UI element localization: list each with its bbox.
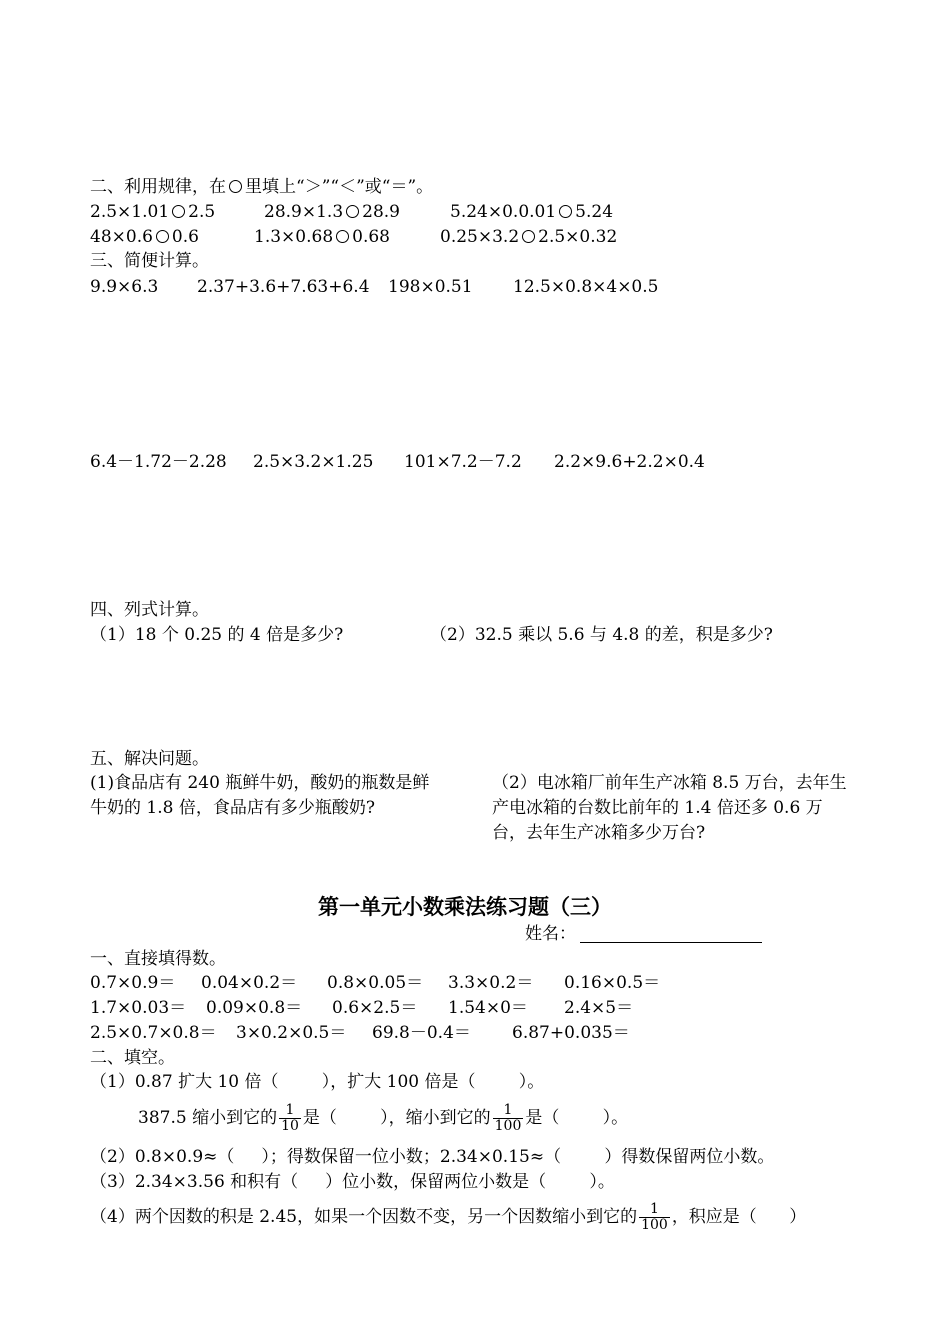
circle-icon[interactable] [336, 230, 349, 243]
compare-left: 2.5×1.01 [90, 202, 170, 222]
compare-right: 0.6 [171, 227, 199, 247]
calc-item: 9.9×6.3 [90, 277, 159, 297]
calc-item: 2.5×3.2×1.25 [253, 452, 374, 472]
oral-item: 1.54×0＝ [448, 998, 528, 1018]
calc-item: 12.5×0.8×4×0.5 [513, 277, 659, 297]
fraction [279, 1103, 301, 1134]
sec1b-heading: 一、直接填得数。 [90, 949, 226, 969]
fraction-num: 1 [639, 1202, 670, 1218]
fill-question-3: （3）2.34×3.56 和积有（ ）位小数，保留两位小数是（ ）。 [90, 1172, 615, 1192]
fraction-num: 1 [279, 1103, 301, 1119]
sec5-q1-line: (1)食品店有 240 瓶鲜牛奶，酸奶的瓶数是鲜 [90, 773, 430, 793]
circle-icon[interactable] [346, 205, 359, 218]
sec2-heading-b: 里填上“＞”“＜”或“＝”。 [245, 177, 434, 197]
name-label: 姓名： [525, 924, 576, 944]
circle-icon[interactable] [172, 205, 185, 218]
calc-item: 101×7.2－7.2 [404, 452, 522, 472]
calc-item: 6.4－1.72－2.28 [90, 452, 227, 472]
compare-right: 28.9 [362, 202, 400, 222]
compare-right: 2.5×0.32 [538, 227, 618, 247]
fill-text: 是（ ），缩小到它的 [302, 1108, 491, 1128]
fraction-den: 100 [641, 1217, 668, 1233]
oral-item: 0.6×2.5＝ [332, 998, 418, 1018]
sec5-q2-line: （2）电冰箱厂前年生产冰箱 8.5 万台，去年生 [492, 773, 847, 793]
fill-text: 387.5 缩小到它的 [138, 1108, 278, 1128]
oral-item: 6.87+0.035＝ [512, 1023, 630, 1043]
circle-icon[interactable] [559, 205, 572, 218]
sec2-heading [90, 176, 433, 198]
calc-item: 198×0.51 [388, 277, 473, 297]
page-title: 第一单元小数乘法练习题（三） [318, 894, 612, 919]
sec3-heading: 三、简便计算。 [90, 251, 209, 271]
sec5-q2-line: 台，去年生产冰箱多少万台? [492, 823, 706, 843]
compare-right: 5.24 [575, 202, 614, 222]
fraction [493, 1103, 524, 1134]
fill-text: （4）两个因数的积是 2.45，如果一个因数不变，另一个因数缩小到它的 [90, 1207, 638, 1227]
oral-item: 0.16×0.5＝ [564, 973, 661, 993]
fraction-num: 1 [493, 1103, 524, 1119]
oral-item: 0.8×0.05＝ [327, 973, 424, 993]
fill-question-1b [138, 1098, 628, 1138]
oral-item: 3×0.2×0.5＝ [236, 1023, 347, 1043]
oral-item: 2.4×5＝ [564, 998, 634, 1018]
compare-item [90, 201, 215, 223]
fraction-den: 10 [281, 1118, 299, 1134]
name-blank[interactable] [580, 924, 762, 943]
compare-item [90, 226, 199, 248]
fraction [639, 1202, 670, 1233]
compare-item [264, 201, 400, 223]
compare-left: 1.3×0.68 [254, 227, 334, 247]
fill-text: ，积应是（ ） [671, 1207, 807, 1227]
calc-item: 2.37+3.6+7.63+6.4 [197, 277, 370, 297]
compare-right: 2.5 [188, 202, 216, 222]
circle-icon[interactable] [522, 230, 535, 243]
circle-icon [229, 180, 242, 193]
sec2-heading-a: 二、利用规律，在 [90, 177, 226, 197]
oral-item: 0.04×0.2＝ [201, 973, 298, 993]
oral-item: 69.8－0.4＝ [372, 1023, 471, 1043]
sec4-question-2: （2）32.5 乘以 5.6 与 4.8 的差，积是多少? [430, 625, 773, 645]
calc-item: 2.2×9.6+2.2×0.4 [554, 452, 705, 472]
sec2b-heading: 二、填空。 [90, 1048, 175, 1068]
sec4-heading: 四、列式计算。 [90, 600, 209, 620]
oral-item: 3.3×0.2＝ [448, 973, 534, 993]
compare-left: 5.24×0.0.01 [450, 202, 557, 222]
fill-text: 是（ ）。 [525, 1108, 629, 1128]
sec5-heading: 五、解决问题。 [90, 749, 209, 769]
compare-left: 28.9×1.3 [264, 202, 344, 222]
compare-item [450, 201, 613, 223]
fill-question-1a: （1）0.87 扩大 10 倍（ ），扩大 100 倍是（ ）。 [90, 1072, 545, 1092]
sec5-q2-line: 产电冰箱的台数比前年的 1.4 倍还多 0.6 万 [492, 798, 823, 818]
oral-item: 1.7×0.03＝ [90, 998, 187, 1018]
compare-item [254, 226, 390, 248]
fill-question-4 [90, 1197, 806, 1237]
oral-item: 0.09×0.8＝ [206, 998, 303, 1018]
oral-item: 2.5×0.7×0.8＝ [90, 1023, 217, 1043]
oral-item: 0.7×0.9＝ [90, 973, 176, 993]
fraction-den: 100 [494, 1118, 522, 1134]
compare-right: 0.68 [352, 227, 390, 247]
compare-left: 48×0.6 [90, 227, 153, 247]
sec5-q1-line: 牛奶的 1.8 倍，食品店有多少瓶酸奶? [90, 798, 375, 818]
compare-left: 0.25×3.2 [440, 227, 520, 247]
fill-question-2: （2）0.8×0.9≈（ ）；得数保留一位小数；2.34×0.15≈（ ）得数保留两位小数。 [90, 1147, 775, 1167]
sec4-question-1: （1）18 个 0.25 的 4 倍是多少? [90, 625, 344, 645]
circle-icon[interactable] [156, 230, 169, 243]
name-field [525, 923, 762, 945]
compare-item [440, 226, 617, 248]
